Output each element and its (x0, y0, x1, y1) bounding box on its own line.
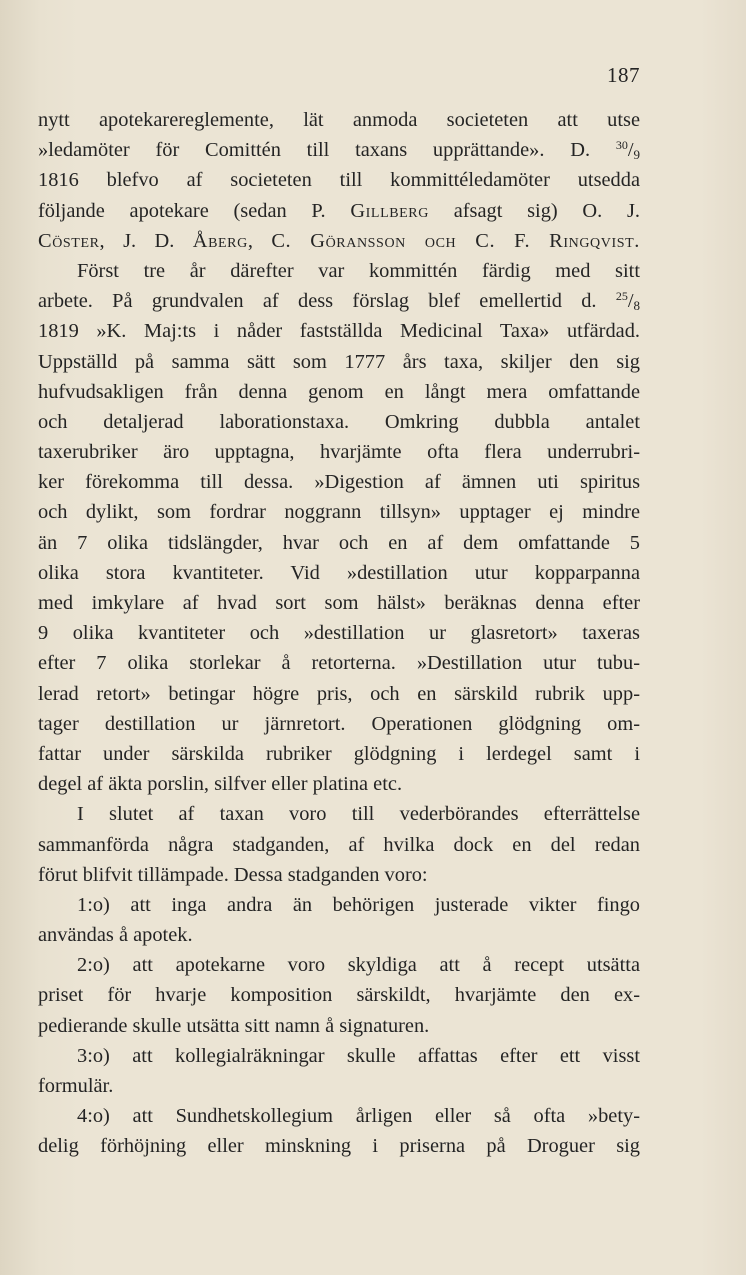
line-text: arbete. På grundvalen af dess förslag blef emellertid d. (38, 290, 597, 313)
text-line (38, 437, 640, 467)
person-name: Åberg (192, 229, 248, 252)
text-line (38, 1011, 640, 1041)
text-line: arbete. På grundvalen af dess förslag blef emellertid d. $^{25}/_8$ (38, 289, 640, 314)
line-text: användas å apotek. (38, 924, 193, 947)
line-text: 1:o) att inga andra än behörigen justerade vikter fingo (77, 893, 640, 916)
text-line (38, 407, 640, 437)
line-text: 4:o) att Sundhetskollegium årligen eller så ofta »bety- (77, 1105, 640, 1128)
text-line (38, 347, 640, 377)
line-text: delig förhöjning eller minskning i priserna på Droguer sig (38, 1135, 640, 1158)
text-line (38, 1041, 640, 1071)
fraction-denominator: 9 (633, 147, 640, 163)
text-line (38, 497, 640, 527)
text-line (38, 830, 640, 860)
line-text: nytt apotekarereglemente, lät anmoda societeten att utse (38, 109, 640, 131)
text-line (38, 920, 640, 950)
text-line (38, 739, 640, 769)
text-line (38, 618, 640, 648)
text-line (38, 799, 640, 829)
text-line (38, 1131, 640, 1161)
text-line: Cöster, J. D. Åberg, C. Göransson och C. F. Ringqvist. (38, 229, 640, 252)
person-initials: J. D. (123, 229, 175, 252)
text-line (38, 980, 640, 1010)
line-text: följande apotekare (sedan P. (38, 199, 326, 222)
page-number: 187 (607, 63, 640, 87)
line-text: lerad retort» betingar högre pris, och en särskild rubrik upp- (38, 682, 640, 705)
line-text: »ledamöter för Comittén till taxans upprättande». D. (38, 139, 591, 162)
text-line (38, 467, 640, 497)
line-text: afsagt sig) O. J. (453, 199, 640, 222)
person-name: Gillberg (350, 199, 429, 222)
line-text: sammanförda några stadganden, af hvilka dock en del redan (38, 833, 640, 856)
fraction-numerator: 30 (615, 138, 628, 153)
line-text: 1816 blefvo af societeten till kommittéledamöter utsedda (38, 169, 640, 192)
line-text: I slutet af taxan voro till vederbörandes efterrättelse (77, 803, 640, 826)
line-text: fattar under särskilda rubriker glödgning i lerdegel samt i (38, 742, 640, 765)
text-line (38, 558, 640, 588)
line-text: C. Göransson och C. F. Ringqvist. (271, 229, 640, 252)
text-line (38, 769, 640, 799)
text-line (38, 588, 640, 618)
line-text: degel af äkta porslin, silfver eller platina etc. (38, 773, 403, 796)
person-name: Cöster (38, 229, 100, 252)
text-line (38, 890, 640, 920)
text-line (38, 256, 640, 286)
line-text: och dylikt, som fordrar noggrann tillsyn» upptager ej mindre (38, 501, 640, 524)
line-text: 1819 »K. Maj:ts i nåder fastställda Medicinal Taxa» utfärdad. (38, 320, 640, 343)
text-line (38, 196, 640, 226)
line-text: formulär. (38, 1075, 114, 1097)
text-line (38, 105, 640, 135)
text-line (38, 648, 640, 678)
line-text: priset för hvarje komposition särskildt, hvarjämte den ex- (38, 984, 640, 1007)
line-text: olika stora kvantiteter. Vid »destillation utur kopparpanna (38, 561, 640, 584)
text-line (38, 528, 640, 558)
line-text: 2:o) att apotekarne voro skyldiga att å recept utsätta (77, 954, 640, 977)
text-line: »ledamöter för Comittén till taxans upprättande». D. $^{30}/_9$ (38, 138, 640, 163)
text-line (38, 679, 640, 709)
line-text: tager destillation ur järnretort. Operationen glödgning om- (38, 712, 640, 735)
body-text (38, 105, 640, 1162)
line-text: hufvudsakligen från denna genom en långt mera omfattande (38, 380, 640, 403)
text-line (38, 860, 640, 890)
text-line (38, 1071, 640, 1101)
text-line (38, 1101, 640, 1131)
fraction-denominator: 8 (633, 298, 640, 314)
line-text: och detaljerad laborationstaxa. Omkring dubbla antalet (38, 410, 640, 433)
line-text: ker förekomma till dessa. »Digestion af ämnen uti spiritus (38, 471, 640, 494)
line-text: förut blifvit tillämpade. Dessa stadganden voro: (38, 863, 428, 886)
text-line (38, 377, 640, 407)
fraction-numerator: 25 (615, 289, 628, 304)
line-text: än 7 olika tidslängder, hvar och en af dem omfattande 5 (38, 531, 640, 554)
line-text: med imkylare af hvad sort som hälst» beräknas denna efter (38, 592, 640, 614)
line-text: Först tre år därefter var kommittén färdig med sitt (77, 259, 640, 282)
line-text: 3:o) att kollegialräkningar skulle affattas efter ett visst (77, 1044, 640, 1067)
text-line (38, 316, 640, 346)
text-line (38, 165, 640, 195)
line-text: Uppställd på samma sätt som 1777 års taxa, skiljer den sig (38, 350, 640, 373)
line-text: 9 olika kvantiteter och »destillation ur glasretort» taxeras (38, 622, 640, 645)
text-line (38, 950, 640, 980)
line-text: efter 7 olika storlekar å retorterna. »Destillation utur tubu- (38, 652, 640, 675)
text-line (38, 709, 640, 739)
line-text: pedierande skulle utsätta sitt namn å signaturen. (38, 1014, 430, 1037)
line-text: taxerubriker äro upptagna, hvarjämte ofta flera underrubri- (38, 441, 640, 464)
